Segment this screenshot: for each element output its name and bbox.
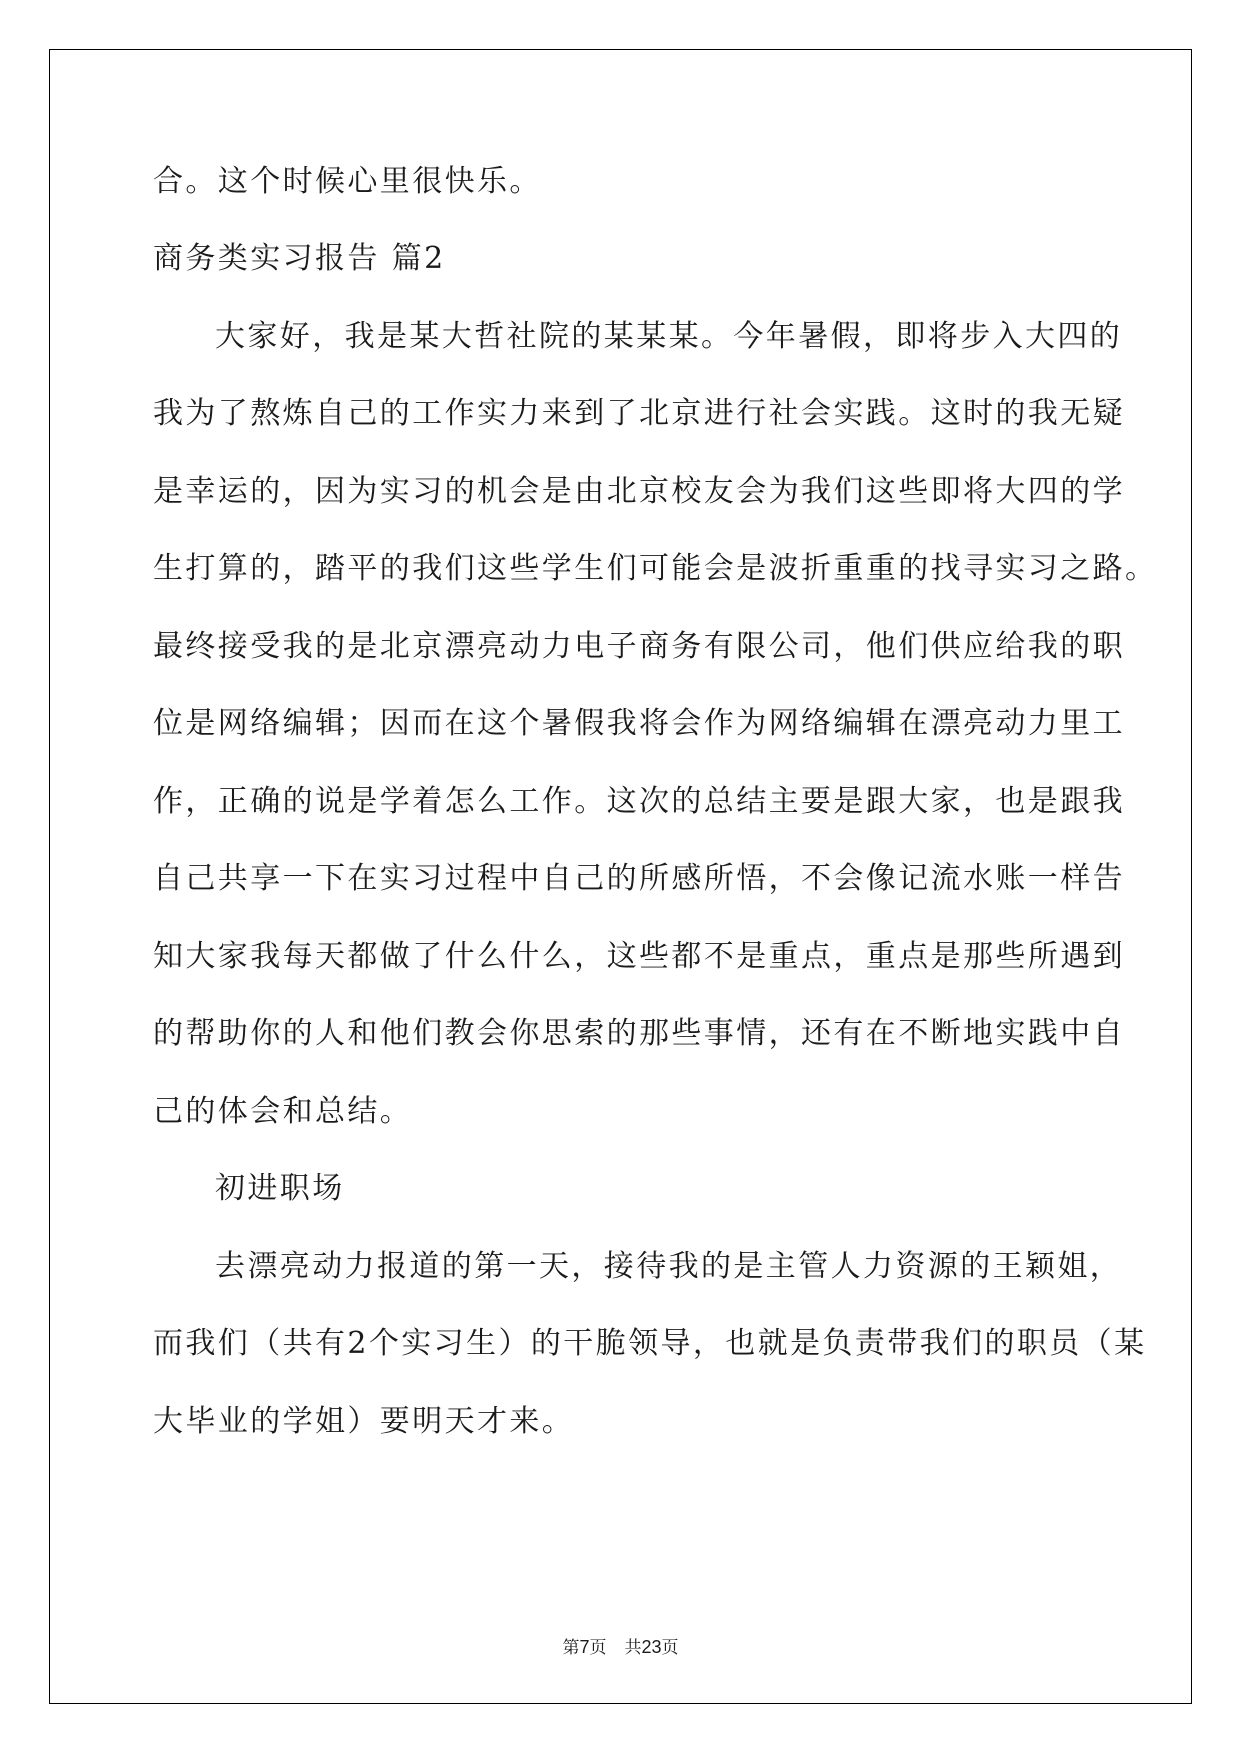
- total-prefix: 共: [624, 1638, 642, 1658]
- page-number: 7: [579, 1637, 590, 1657]
- total-pages: 23: [641, 1637, 662, 1657]
- text-line: 作，正确的说是学着怎么工作。这次的总结主要是跟大家，也是跟我: [153, 784, 1125, 819]
- subsection-heading: 初进职场: [215, 1171, 345, 1206]
- text-line: 而我们（共有2个实习生）的干脆领导，也就是负责带我们的职员（某: [153, 1326, 1147, 1361]
- text-line: 去漂亮动力报道的第一天，接待我的是主管人力资源的王颖姐，: [215, 1249, 1123, 1284]
- text-line: 大毕业的学姐）要明天才来。: [153, 1404, 575, 1439]
- text-line: 知大家我每天都做了什么什么，这些都不是重点，重点是那些所遇到: [153, 939, 1125, 974]
- page-prefix: 第: [562, 1638, 580, 1658]
- text-line: 我为了熬炼自己的工作实力来到了北京进行社会实践。这时的我无疑: [153, 396, 1125, 431]
- text-line: 生打算的，踏平的我们这些学生们可能会是波折重重的找寻实习之路。: [153, 551, 1158, 586]
- total-suffix: 页: [661, 1638, 679, 1658]
- text-line: 大家好，我是某大哲社院的某某某。今年暑假，即将步入大四的: [215, 319, 1123, 354]
- text-line: 的帮助你的人和他们教会你思索的那些事情，还有在不断地实践中自: [153, 1016, 1125, 1051]
- text-line: 是幸运的，因为实习的机会是由北京校友会为我们这些即将大四的学: [153, 474, 1125, 509]
- section-heading: 商务类实习报告 篇2: [153, 241, 446, 276]
- text-line: 自己共享一下在实习过程中自己的所感所悟，不会像记流水账一样告: [153, 861, 1125, 896]
- text-line: 合。这个时候心里很快乐。: [153, 164, 542, 199]
- text-line: 位是网络编辑；因而在这个暑假我将会作为网络编辑在漂亮动力里工: [153, 706, 1125, 741]
- page-suffix: 页: [589, 1638, 607, 1658]
- text-line: 己的体会和总结。: [153, 1094, 413, 1129]
- page-footer: [0, 1636, 1241, 1659]
- text-line: 最终接受我的是北京漂亮动力电子商务有限公司，他们供应给我的职: [153, 629, 1125, 664]
